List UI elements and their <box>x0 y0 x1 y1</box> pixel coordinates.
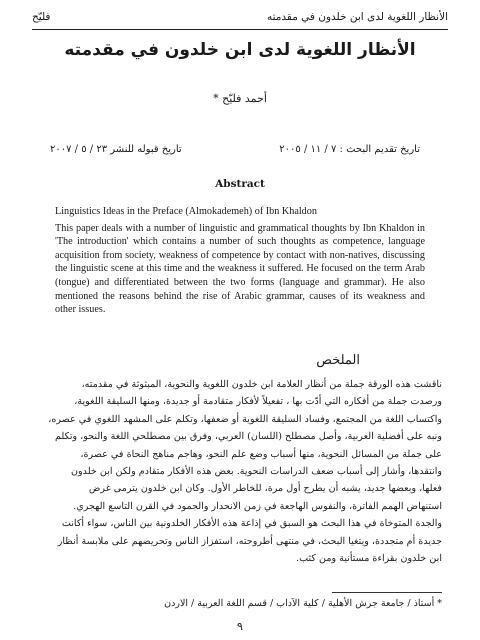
arabic-abstract-line: جديدة أم متجددة، ويتغيا البحث، في منتهى أطروحته، استفزاز الناس وتحريضهم على ملابسة أنظار <box>57 535 442 547</box>
arabic-abstract-line: ونبه على أفضلية العربية، وأصل مصطلح (اللسان) العربي، وفرق بين مصطلحي اللغة والنحو، وتكلم <box>54 431 442 443</box>
running-header-title: الأنظار اللغوية لدى ابن خلدون في مقدمته <box>266 11 448 23</box>
article-title: الأنظار اللغوية لدى ابن خلدون في مقدمته <box>64 40 416 60</box>
arabic-abstract-line: فعلها، وبعضها جديد، يشبه أن يطرح أول مرة، للخاطر الأول. وكان ابن خلدون يترمى غرض <box>88 483 442 495</box>
running-header-author: فليّح <box>32 11 51 23</box>
author-name: أحمد فليّح * <box>213 92 267 105</box>
submission-dates <box>50 144 420 155</box>
author-affiliation-footnote: * أستاذ / جامعة جرش الأهلية / كلية الآداب / قسم اللغة العربية / الاردن <box>164 598 442 609</box>
running-header <box>32 8 448 30</box>
arabic-abstract-line: ورصدت جملة من أفكاره التي أدّت بها ، تفعيلاً لأفكار متقادمة أو جديدة، ومنها السليقة اللغوية، <box>74 396 442 408</box>
submitted-date: تاريخ تقديم البحث : ٧ / ١١ / ٢٠٠٥ <box>279 144 420 155</box>
arabic-abstract-line: ابن خلدون بقراءة مستأنية ومن كثب. <box>296 553 442 565</box>
arabic-abstract-line: وانتقدها، وأشار إلى أسباب ضعف الدراسات النحوية. بعض هذه الأفكار متقادم ولكن ابن خلدون <box>70 466 442 478</box>
english-abstract <box>55 205 425 320</box>
footnote-divider <box>332 592 442 593</box>
arabic-abstract-line: واكتساب اللغة من المجتمع، وفساد السليقة اللغوية أو ضعفها، وتكلم على المشهد اللغوي في عصره، <box>48 413 442 425</box>
arabic-abstract-line: ناقشت هذه الورقة جملة من أنظار العلامة ابن خلدون اللغوية والنحوية، المبثوثة في مقدمته، <box>81 379 442 390</box>
page-number: ٩ <box>237 620 243 633</box>
arabic-abstract-line: استنهاض الهمم الفاترة، والنفوس الهاجعة في زمن الانحدار والجمود في القرن التاسع الهجري. <box>73 500 442 512</box>
abstract-body: This paper deals with a number of linguistic and grammatical thoughts by Ibn Khaldon in 'The introduction' which contains a number of such thoughts as competence, language acquisition from society, weakness of competence by contact with non-natives, discussing the linguistic scene at this time and the weakness it suffered. He focused on the term Arab (tongue) and differentiated between the two forms (language and grammar). He also mentioned the reasons behind the rise of Arabic grammar, causes of its weakness and other issues. <box>55 222 425 316</box>
arabic-abstract-line: على جملة من المسائل النحوية، منها أسباب وضع علم النحو، وهاجم مناهج النحاة في عصرة، <box>80 448 442 460</box>
abstract-heading: Abstract <box>215 178 265 190</box>
arabic-abstract-heading: الملخص <box>316 353 360 368</box>
arabic-abstract <box>38 376 442 567</box>
arabic-abstract-line: والجدة المتوخاة في هذا البحث هو السبق في إذاعة هذه الأفكار الخلدونية بين الناس، سواء أكانت <box>61 518 442 530</box>
accepted-date: تاريخ قبوله للنشر ٢٣ / ٥ / ٢٠٠٧ <box>50 144 182 155</box>
abstract-title-line: Linguistics Ideas in the Preface (Almokademeh) of Ibn Khaldon <box>55 206 317 217</box>
